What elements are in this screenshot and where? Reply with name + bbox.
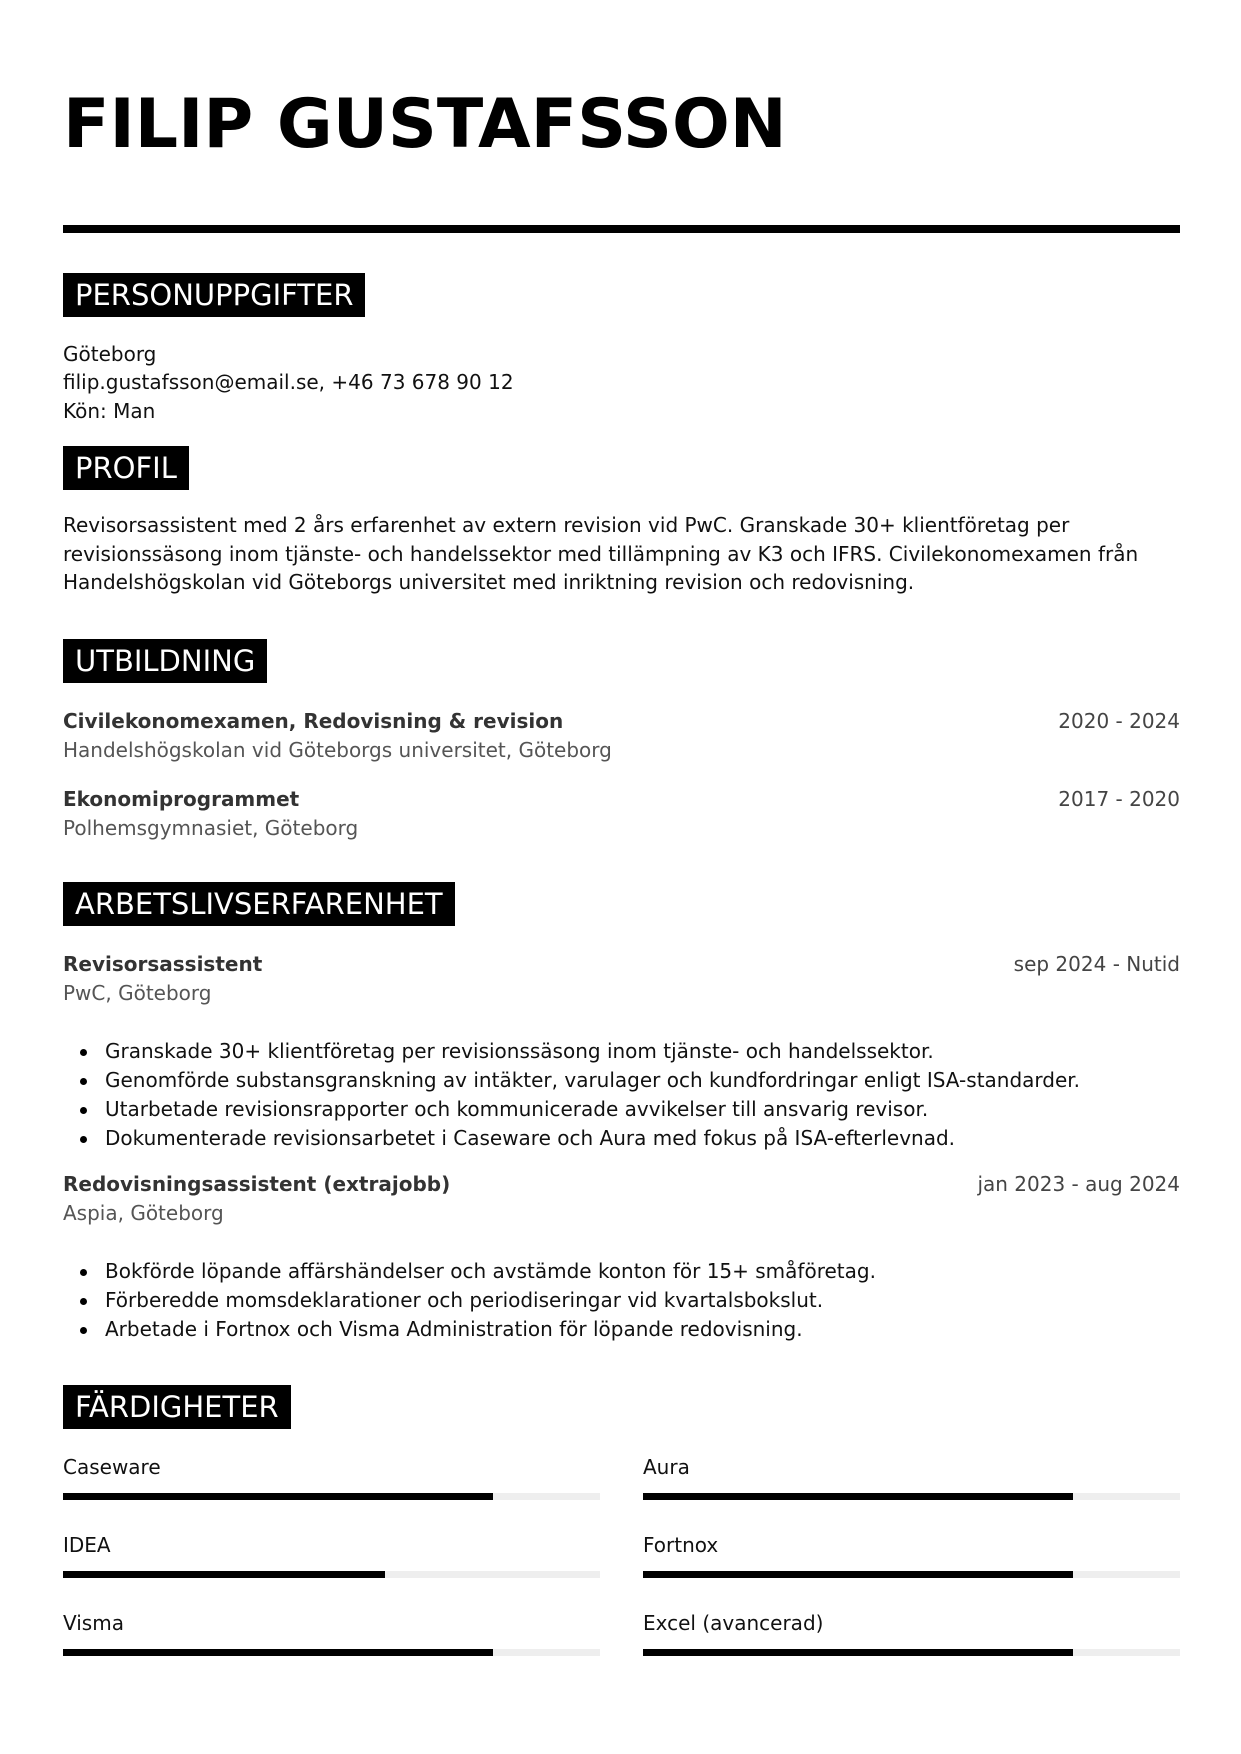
skill-item bbox=[63, 1453, 600, 1513]
skill-bar-track bbox=[63, 1571, 600, 1578]
skill-item bbox=[63, 1531, 600, 1591]
section-heading-experience: ARBETSLIVSERFARENHET bbox=[63, 882, 455, 926]
skill-bar-fill bbox=[643, 1571, 1073, 1578]
profile-line: revisionssäsong inom tjänste- och handelssektor med tillämpning av K3 och IFRS. Civilekonomexamen från bbox=[63, 541, 1139, 566]
experience-bullets bbox=[63, 1257, 1180, 1344]
experience-date: jan 2023 - aug 2024 bbox=[977, 1172, 1180, 1196]
experience-bullet: Arbetade i Fortnox och Visma Administration för löpande redovisning. bbox=[63, 1315, 1180, 1344]
skill-label: Caseware bbox=[63, 1455, 161, 1479]
skill-item bbox=[643, 1453, 1180, 1513]
skill-label: Visma bbox=[63, 1611, 124, 1635]
profile-line: Handelshögskolan vid Göteborgs universitet med inriktning revision och redovisning. bbox=[63, 570, 915, 594]
section-heading-skills: FÄRDIGHETER bbox=[63, 1385, 291, 1429]
experience-bullet: Granskade 30+ klientföretag per revisionssäsong inom tjänste- och handelssektor. bbox=[63, 1037, 1180, 1066]
section-heading-personal: PERSONUPPGIFTER bbox=[63, 273, 365, 317]
personal-city: Göteborg bbox=[63, 342, 157, 366]
skill-bar-track bbox=[643, 1649, 1180, 1656]
skill-bar-track bbox=[63, 1649, 600, 1656]
experience-title: Revisorsassistent bbox=[63, 952, 263, 976]
skill-bar-track bbox=[643, 1571, 1180, 1578]
experience-item bbox=[63, 1170, 1180, 1228]
education-item bbox=[63, 785, 1180, 843]
skill-item bbox=[643, 1609, 1180, 1669]
experience-bullet: Bokförde löpande affärshändelser och avstämde konton för 15+ småföretag. bbox=[63, 1257, 1180, 1286]
skill-label: IDEA bbox=[63, 1533, 111, 1557]
education-date: 2017 - 2020 bbox=[1058, 787, 1180, 811]
skill-bar-fill bbox=[63, 1493, 493, 1500]
experience-bullet: Utarbetade revisionsrapporter och kommunicerade avvikelser till ansvarig revisor. bbox=[63, 1095, 1180, 1124]
experience-place: PwC, Göteborg bbox=[63, 981, 212, 1005]
education-place: Handelshögskolan vid Göteborgs universitet, Göteborg bbox=[63, 738, 612, 762]
header-rule bbox=[63, 225, 1180, 233]
candidate-name: FILIP GUSTAFSSON bbox=[63, 85, 787, 164]
experience-item bbox=[63, 950, 1180, 1008]
experience-date: sep 2024 - Nutid bbox=[1013, 952, 1180, 976]
education-date: 2020 - 2024 bbox=[1058, 709, 1180, 733]
skill-bar-track bbox=[643, 1493, 1180, 1500]
experience-bullet: Dokumenterade revisionsarbetet i Caseware och Aura med fokus på ISA-efterlevnad. bbox=[63, 1124, 1180, 1153]
skill-label: Fortnox bbox=[643, 1533, 719, 1557]
skill-label: Excel (avancerad) bbox=[643, 1611, 824, 1635]
education-item bbox=[63, 707, 1180, 765]
personal-gender: Kön: Man bbox=[63, 399, 156, 423]
skill-bar-fill bbox=[643, 1493, 1073, 1500]
profile-line: Revisorsassistent med 2 års erfarenhet av extern revision vid PwC. Granskade 30+ klientföretag per bbox=[63, 513, 1070, 537]
skill-bar-fill bbox=[63, 1649, 493, 1656]
skill-item bbox=[63, 1609, 600, 1669]
experience-bullet: Förberedde momsdeklarationer och periodiseringar vid kvartalsbokslut. bbox=[63, 1286, 1180, 1315]
education-place: Polhemsgymnasiet, Göteborg bbox=[63, 816, 359, 840]
education-title: Civilekonomexamen, Redovisning & revision bbox=[63, 709, 564, 733]
profile-text bbox=[63, 511, 1180, 597]
personal-contact: filip.gustafsson@email.se, +46 73 678 90 12 bbox=[63, 370, 514, 394]
experience-bullets bbox=[63, 1037, 1180, 1153]
experience-bullet: Genomförde substansgranskning av intäkter, varulager och kundfordringar enligt ISA-standarder. bbox=[63, 1066, 1180, 1095]
skill-item bbox=[643, 1531, 1180, 1591]
experience-place: Aspia, Göteborg bbox=[63, 1201, 224, 1225]
skill-bar-track bbox=[63, 1493, 600, 1500]
education-title: Ekonomiprogrammet bbox=[63, 787, 300, 811]
section-heading-education: UTBILDNING bbox=[63, 639, 267, 683]
section-heading-profile: PROFIL bbox=[63, 446, 189, 490]
skill-bar-fill bbox=[643, 1649, 1073, 1656]
skill-bar-fill bbox=[63, 1571, 385, 1578]
experience-title: Redovisningsassistent (extrajobb) bbox=[63, 1172, 451, 1196]
skill-label: Aura bbox=[643, 1455, 690, 1479]
